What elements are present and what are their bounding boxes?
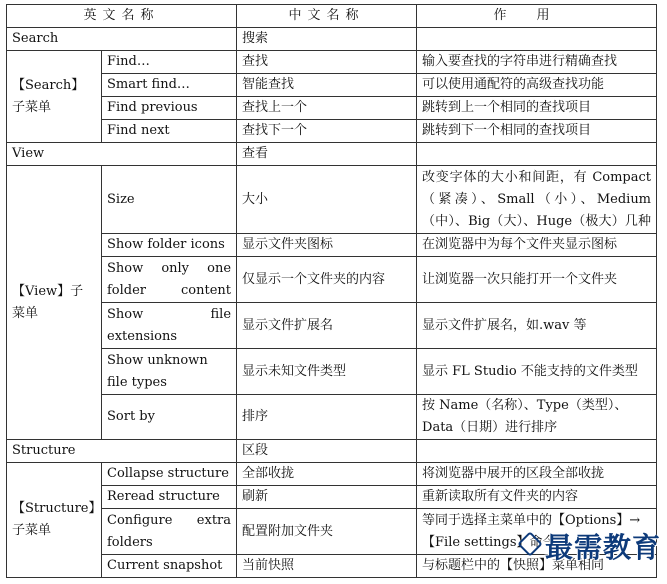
table-row — [7, 257, 657, 303]
menu-reference-table — [6, 4, 657, 578]
item-en: Smart find… — [102, 74, 237, 97]
item-desc: 输入要查找的字符串进行精确查找 — [417, 51, 657, 74]
table-row — [7, 74, 657, 97]
header-row — [7, 5, 657, 28]
menu-desc — [417, 440, 657, 463]
item-desc: 在浏览器中为每个文件夹显示图标 — [417, 234, 657, 257]
menu-desc — [417, 143, 657, 166]
item-en: Find… — [102, 51, 237, 74]
header-chinese-name: 中文名称 — [237, 5, 417, 28]
item-desc: 可以使用通配符的高级查找功能 — [417, 74, 657, 97]
item-cn: 刷新 — [237, 486, 417, 509]
item-cn: 显示文件夹图标 — [237, 234, 417, 257]
item-cn: 仅显示一个文件夹的内容 — [237, 257, 417, 303]
table-row — [7, 486, 657, 509]
submenu-label: 【View】子菜单 — [7, 166, 102, 440]
item-cn: 查找上一个 — [237, 97, 417, 120]
item-en: Configure extra folders — [102, 509, 237, 555]
item-desc: 改变字体的大小和间距，有 Compact（紧凑）、Small（小）、Medium（中）、Big（大）、Huge（极大）几种 — [417, 166, 657, 234]
item-desc: 与标题栏中的【快照】菜单相同 — [417, 555, 657, 578]
item-desc: 跳转到下一个相同的查找项目 — [417, 120, 657, 143]
item-cn: 当前快照 — [237, 555, 417, 578]
item-cn: 显示未知文件类型 — [237, 349, 417, 395]
table-row — [7, 349, 657, 395]
header-function: 作用 — [417, 5, 657, 28]
item-cn: 智能查找 — [237, 74, 417, 97]
submenu-label: 【Structure】子菜单 — [7, 463, 102, 578]
submenu-label: 【Search】子菜单 — [7, 51, 102, 143]
item-desc: 重新读取所有文件夹的内容 — [417, 486, 657, 509]
item-desc: 显示 FL Studio 不能支持的文件类型 — [417, 349, 657, 395]
menu-name-en: Search — [7, 28, 237, 51]
menu-desc — [417, 28, 657, 51]
item-en: Show folder icons — [102, 234, 237, 257]
watermark-logo — [521, 526, 661, 566]
item-desc: 显示文件扩展名，如.wav 等 — [417, 303, 657, 349]
item-en: Reread structure — [102, 486, 237, 509]
item-en: Size — [102, 166, 237, 234]
table-row — [7, 51, 657, 74]
item-desc: 将浏览器中展开的区段全部收拢 — [417, 463, 657, 486]
logo-icon — [517, 531, 542, 556]
item-en: Current snapshot — [102, 555, 237, 578]
watermark-text: 最需教育 — [544, 531, 661, 564]
item-en: Collapse structure — [102, 463, 237, 486]
item-cn: 查找 — [237, 51, 417, 74]
item-en: Find previous — [102, 97, 237, 120]
item-en: Show only one folder content — [102, 257, 237, 303]
table-row — [7, 120, 657, 143]
item-cn: 查找下一个 — [237, 120, 417, 143]
item-desc: 按 Name（名称）、Type（类型）、Data（日期）进行排序 — [417, 395, 657, 440]
table-row — [7, 143, 657, 166]
menu-name-cn: 搜索 — [237, 28, 417, 51]
item-cn: 显示文件扩展名 — [237, 303, 417, 349]
item-cn: 配置附加文件夹 — [237, 509, 417, 555]
item-en: Show unknown file types — [102, 349, 237, 395]
table-row — [7, 463, 657, 486]
item-desc: 让浏览器一次只能打开一个文件夹 — [417, 257, 657, 303]
menu-name-cn: 查看 — [237, 143, 417, 166]
table-row — [7, 97, 657, 120]
item-en: Show file extensions — [102, 303, 237, 349]
table-row — [7, 395, 657, 440]
table-row — [7, 234, 657, 257]
menu-name-en: View — [7, 143, 237, 166]
table-row — [7, 440, 657, 463]
item-desc: 等同于选择主菜单中的【Options】→【File settings】命令 — [417, 509, 657, 555]
table-row — [7, 28, 657, 51]
menu-name-en: Structure — [7, 440, 237, 463]
item-cn: 全部收拢 — [237, 463, 417, 486]
header-english-name: 英文名称 — [7, 5, 237, 28]
item-cn: 大小 — [237, 166, 417, 234]
item-cn: 排序 — [237, 395, 417, 440]
item-en: Sort by — [102, 395, 237, 440]
item-desc: 跳转到上一个相同的查找项目 — [417, 97, 657, 120]
menu-name-cn: 区段 — [237, 440, 417, 463]
table-row — [7, 303, 657, 349]
item-en: Find next — [102, 120, 237, 143]
table-row — [7, 166, 657, 234]
